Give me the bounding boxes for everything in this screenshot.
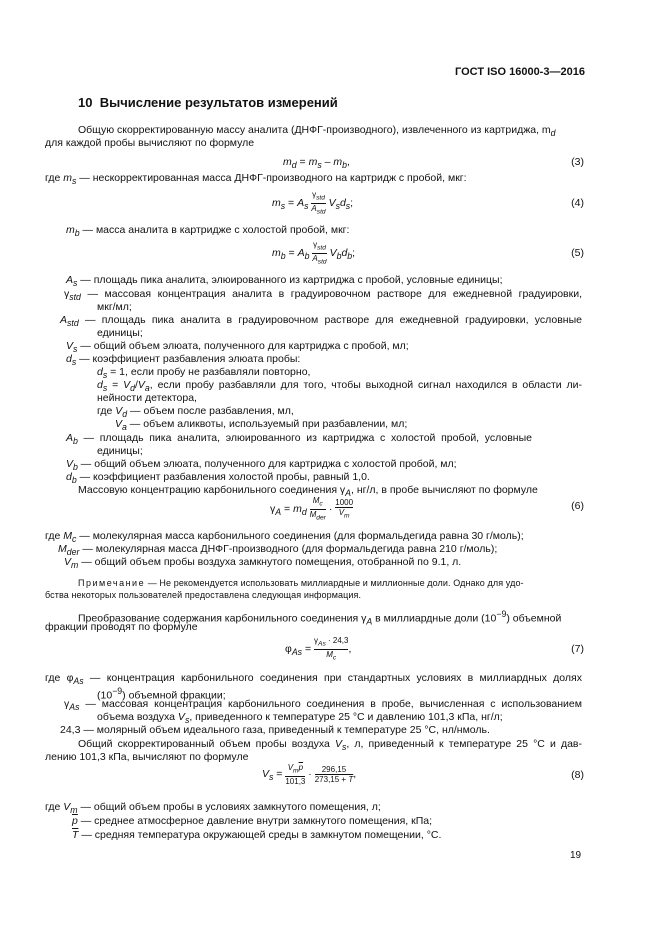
def-ms: где $m_s$ — нескорректированная масса ДНФГ-производного на картридж с пробой, мкг: (45, 172, 467, 187)
def-Vm-2: где $V_m$ — общий объем пробы в условиях замкнутого помещения, л; (45, 801, 381, 816)
def-Mc: где $M_c$ — молекулярная масса карбонильного соединения (для формальдегида равна 30 г/моль); (45, 530, 524, 545)
def-gstd-2: мкг/мл; (97, 301, 132, 313)
def-gstd-1: $\gamma_{std}$ — массовая концентрация аналита в градуировочном растворе для ежедневной градуировки, (64, 288, 582, 303)
def-Vs: $V_s$ — общий объем элюата, полученного для картриджа с пробой, мл; (66, 340, 409, 355)
formula-3-number: (3) (571, 156, 584, 168)
page-number: 19 (570, 850, 582, 861)
def-Vm: $V_m$ — общий объем пробы воздуха замкнутого помещения, отобранной по 9.1, л. (64, 556, 462, 571)
standard-header: ГОСТ ISO 16000-3—2016 (455, 66, 585, 78)
section-heading (78, 96, 338, 109)
note-line-1: Примечание — Не рекомендуется использовать миллиардные и миллионные доли. Однако для удо- (78, 578, 524, 588)
def-phiAs-1: где $\varphi_{As}$ — концентрация карбонильного соединения при стандартных условиях в миллиардных долях (45, 672, 582, 687)
def-Ab-1: $A_b$ — площадь пика аналита, элюированного из картриджа с холостой пробой, условные (66, 432, 532, 447)
def-db: $d_b$ — коэффициент разбавления холостой пробы, равный 1,0. (66, 471, 370, 486)
def-phiAs-2: $(10^{-9})$ объемной фракции; (97, 686, 226, 702)
def-gAs-2: объема воздуха $V_s$, приведенного к температуре 25 °С и давлению 101,3 кПа, нг/л; (97, 711, 503, 726)
intro-line-1: Общую скорректированную массу аналита (ДНФГ-производного), извлеченного из картриджа, $m_d$ (78, 124, 556, 139)
def-molar: 24,3 — молярный объем идеального газа, приведенный к температуре 25 °C, нл/нмоль. (60, 724, 490, 736)
def-Astd-1: $A_{std}$ — площадь пика аналита в градуировочном растворе для ежедневной градуировки, условные (60, 314, 582, 329)
formula-4: $m_s = A_s$ $\gamma_{std}$ $A_{std}$ $V_sd_s$; (272, 190, 354, 216)
def-gAs-1: $\gamma_{As}$ — массовая концентрация карбонильного соединения в пробе, вычисленная с использованием (64, 698, 582, 713)
formula-8: $V_s$ = $V_m\overline{p}$ 101,3 · $\frac{296,15}{273,15 + \overline{T}}$ , (262, 763, 357, 786)
conv-line-2: фракции проводят по формуле (45, 621, 198, 633)
def-Vb: $V_b$ — общий объем элюата, полученного для картриджа с холостой пробой, мл; (66, 458, 457, 473)
formula-4-number: (4) (571, 197, 584, 209)
vol-line-2: лению 101,3 кПа, вычисляют по формуле (45, 751, 249, 763)
intro-line-2: для каждой пробы вычисляют по формуле (45, 137, 255, 149)
note-line-2: бства некоторых пользователей предоставлена следующая информация. (45, 590, 362, 600)
def-ds-a: $d_s = 1$, если пробу не разбавляли повторно, (97, 366, 311, 381)
def-ds-b-2: нейности детектора, (97, 392, 197, 404)
formula-7-number: (7) (571, 643, 584, 655)
def-Tbar: $\overline{T}$ — средняя температура окружающей среды в замкнутом помещении, °С. (72, 829, 442, 841)
def-As: $A_s$ — площадь пика аналита, элюированного из картриджа с пробой, условные единицы; (66, 274, 503, 289)
section-number: 10 (78, 95, 93, 110)
gA-intro: Массовую концентрацию карбонильного соединения $\gamma_A$, нг/л, в пробе вычисляют по формуле (78, 484, 538, 499)
def-ds: $d_s$ — коэффициент разбавления элюата пробы: (66, 353, 301, 368)
def-Vd: где $V_d$ — объем после разбавления, мл, (97, 405, 294, 420)
def-Va: $V_a$ — объем аликвоты, используемый при разбавлении, мл; (115, 418, 408, 433)
def-ds-b-1: $d_s = V_d/V_a$, если пробу разбавляли для того, чтобы выходной сигнал находился в области ли- (97, 379, 582, 394)
formula-6: $\gamma_A = m_d$ $M_c$ $M_{der}$ · $\frac{1000}{V_m}$ (270, 496, 354, 522)
section-title: Вычисление результатов измерений (99, 95, 338, 110)
def-mb: $m_b$ — масса аналита в картридже с холостой пробой, мкг: (66, 224, 350, 239)
def-Ab-2: единицы; (97, 445, 143, 457)
note-label: Примечание (78, 578, 146, 588)
formula-7: $\varphi_{As}$ = $\gamma_{As} \cdot 24,3$ $M_c$ , (285, 636, 352, 662)
def-Astd-2: единицы; (97, 327, 143, 339)
conv-line-1: Преобразование содержания карбонильного соединения $\gamma_A$ в миллиардные доли $(10^{-9})$ объемной (78, 609, 562, 627)
vol-line-1: Общий скорректированный объем пробы воздуха $V_s$, л, приведенный к температуре 25 °С и дав- (78, 738, 582, 753)
formula-6-number: (6) (571, 500, 584, 512)
def-Mder: $M_{der}$ — молекулярная масса ДНФГ-производного (для формальдегида равна 210 г/моль); (58, 543, 498, 558)
def-pbar: $\overline{p}$ — среднее атмосферное давление внутри замкнутого помещения, кПа; (72, 815, 433, 827)
formula-3: $m_d = m_s - m_b$, (283, 156, 350, 171)
formula-5-number: (5) (571, 247, 584, 259)
formula-8-number: (8) (571, 769, 584, 781)
formula-5: $m_b = A_b$ $\gamma_{std}$ $A_{std}$ $V_bd_b$; (272, 240, 356, 266)
